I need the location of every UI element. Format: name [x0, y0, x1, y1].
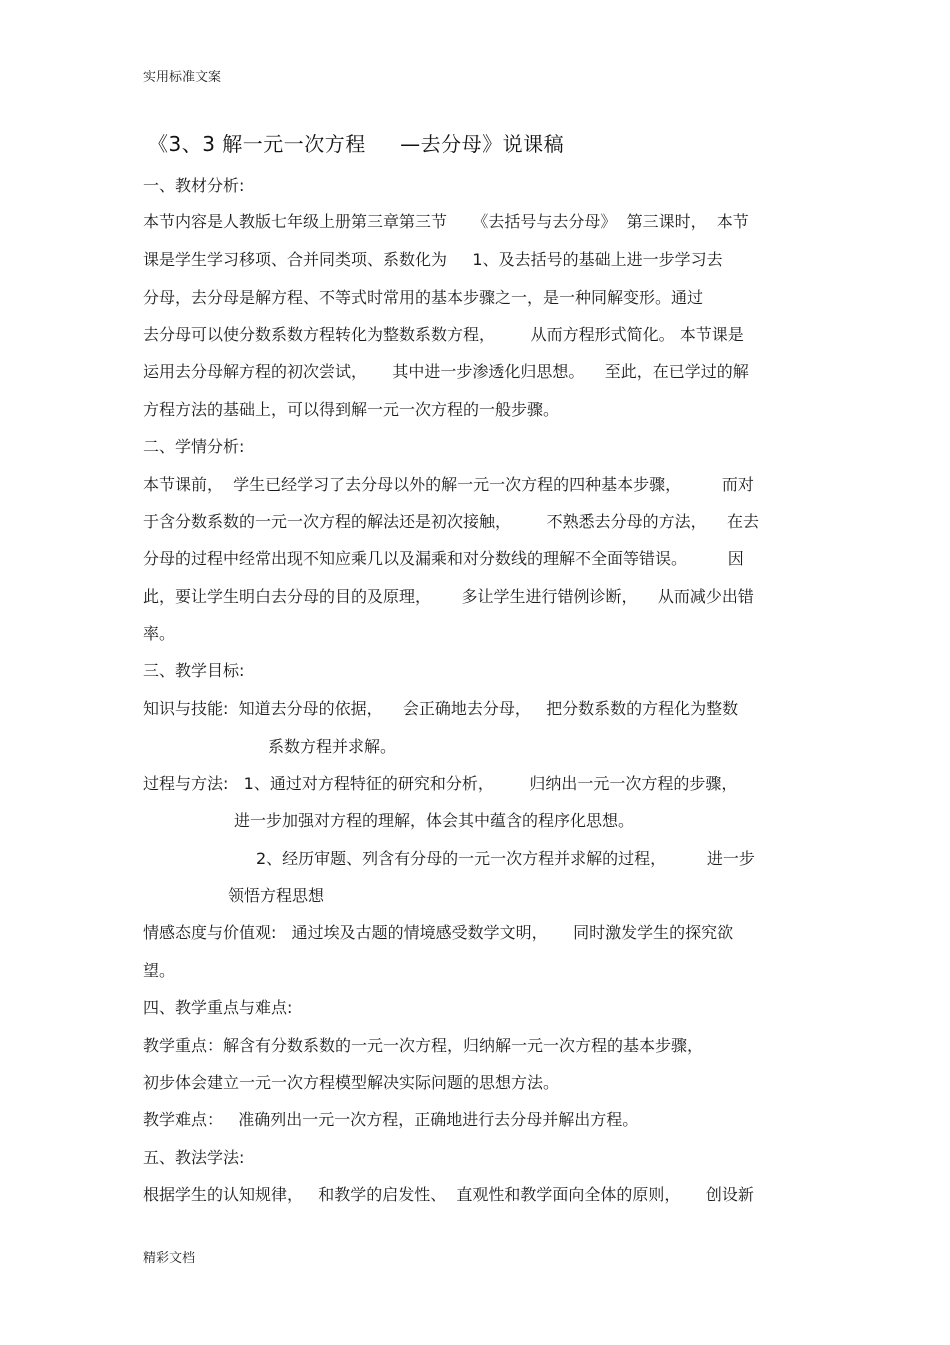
text-line: 根据学生的认知规律， 和教学的启发性、 直观性和教学面向全体的原则， 创设新 [143, 1185, 754, 1204]
text-line: 情感态度与价值观: 通过埃及古题的情境感受数学文明， 同时激发学生的探究欲 [143, 923, 734, 942]
text-line: 知识与技能: 知道去分母的依据， 会正确地去分母， 把分数系数的方程化为整数 [143, 699, 739, 718]
text-line: 方程方法的基础上，可以得到解一元一次方程的一般步骤。 [143, 400, 560, 419]
text-line: 率。 [143, 624, 176, 643]
text-line: 本节课前， 学生已经学习了去分母以外的解一元一次方程的四种基本步骤， 而对 [143, 475, 754, 494]
text-line: 二、学情分析: [143, 437, 245, 456]
text-line: 领悟方程思想 [228, 886, 325, 905]
text-line: 望。 [143, 961, 176, 980]
text-line: 此，要让学生明白去分母的目的及原理， 多让学生进行错例诊断， 从而减少出错 [143, 587, 754, 606]
text-line: 课是学生学习移项、合并同类项、系数化为 1、及去括号的基础上进一步学习去 [143, 250, 723, 269]
text-line: 初步体会建立一元一次方程模型解决实际问题的思想方法。 [143, 1073, 560, 1092]
text-line: 四、教学重点与难点: [143, 998, 293, 1017]
text-line: 教学重点：解含有分数系数的一元一次方程，归纳解一元一次方程的基本步骤， [143, 1036, 704, 1055]
text-line: 五、教法学法: [143, 1148, 245, 1167]
text-line: 分母，去分母是解方程、不等式时常用的基本步骤之一，是一种同解变形。通过 [143, 288, 704, 307]
text-line: 分母的过程中经常出现不知应乘几以及漏乘和对分数线的理解不全面等错误。 因 [143, 549, 744, 568]
text-line: 一、教材分析: [143, 176, 245, 195]
text-line: 本节内容是人教版七年级上册第三章第三节 《去括号与去分母》 第三课时， 本节 [143, 212, 749, 231]
text-line: 教学难点： 准确列出一元一次方程，正确地进行去分母并解出方程。 [143, 1110, 639, 1129]
document-title: 《3、3 解一元一次方程 —去分母》说课稿 [148, 132, 565, 156]
text-line: 2、经历审题、列含有分母的一元一次方程并求解的过程， 进一步 [256, 849, 755, 868]
page-footer: 精彩文档 [143, 1251, 196, 1266]
text-line: 去分母可以使分数系数方程转化为整数系数方程， 从而方程形式简化。 本节课是 [143, 325, 744, 344]
text-line: 系数方程并求解。 [268, 737, 397, 756]
text-line: 运用去分母解方程的初次尝试， 其中进一步渗透化归思想。 至此，在已学过的解 [143, 362, 749, 381]
text-line: 三、教学目标: [143, 661, 245, 680]
page-header: 实用标准文案 [143, 70, 222, 85]
text-line: 于含分数系数的一元一次方程的解法还是初次接触， 不熟悉去分母的方法， 在去 [143, 512, 759, 531]
text-line: 过程与方法: 1、通过对方程特征的研究和分析， 归纳出一元一次方程的步骤， [143, 774, 738, 793]
text-line: 进一步加强对方程的理解，体会其中蕴含的程序化思想。 [234, 811, 635, 830]
